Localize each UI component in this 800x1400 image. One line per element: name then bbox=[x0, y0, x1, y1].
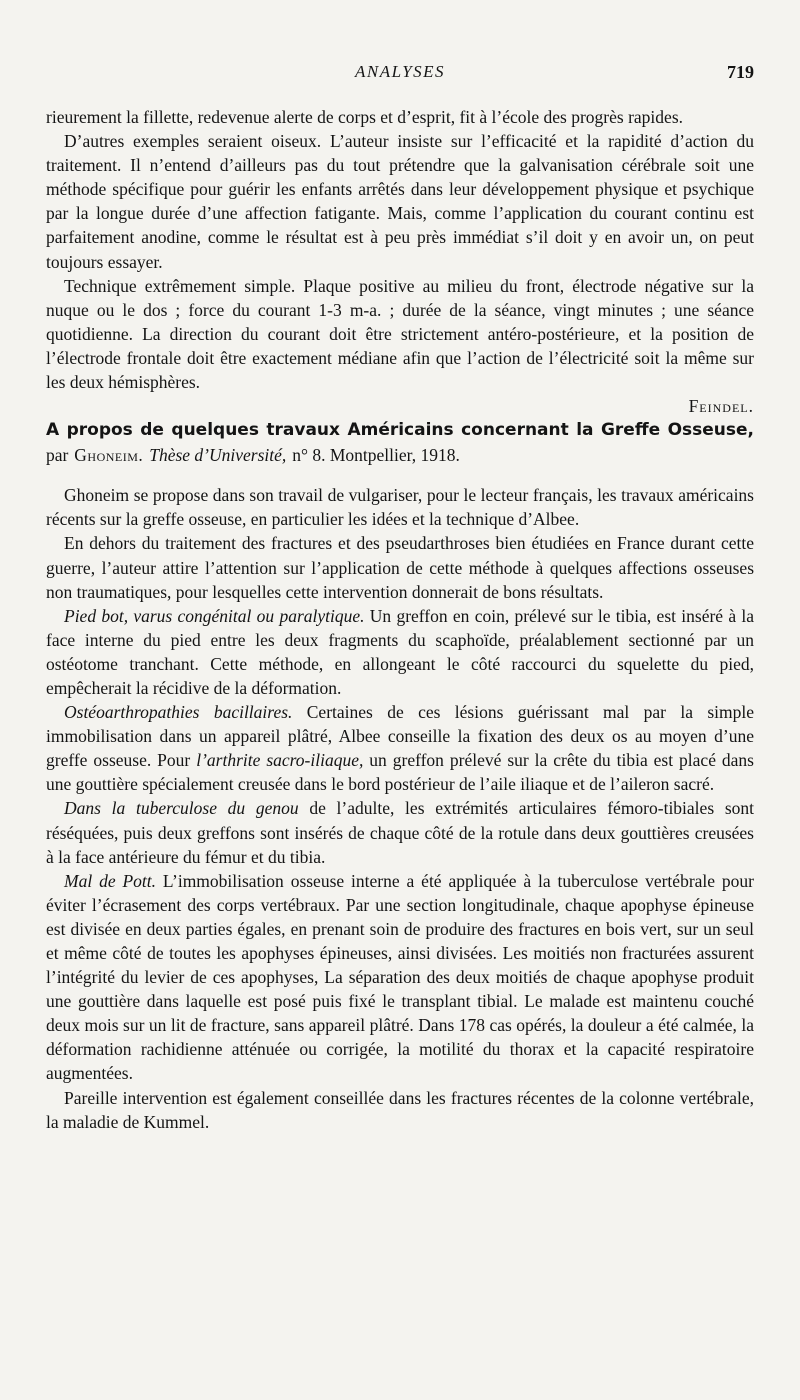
thesis-label: Thèse d’Université, bbox=[149, 445, 287, 466]
paragraph-lead: Dans la tuberculose du genou bbox=[64, 798, 299, 819]
running-head bbox=[46, 62, 754, 86]
paragraph-lead: Mal de Pott. bbox=[64, 870, 157, 891]
running-title: ANALYSES bbox=[354, 62, 446, 81]
paragraph bbox=[46, 869, 754, 1086]
signature: Feindel. bbox=[688, 396, 754, 417]
paragraph bbox=[46, 700, 754, 796]
thesis-details: n° 8. Montpellier, 1918. bbox=[292, 445, 460, 466]
paragraph-body: Certaines de ces lésions guérissant mal par la simple immobilisation dans un appareil plâtré, Albee conseille la fixation des deux os au moyen d’une greffe osseuse. Pour bbox=[46, 702, 754, 771]
paragraph-body: de l’adulte, les extrémités articulaires fémoro-tibiales sont réséquées, puis deux greffons sont insérés de chaque côté de la rotule dans deux gouttières creusées à la face antérieure du fémur et du tibia. bbox=[46, 798, 754, 867]
byline-par: par bbox=[46, 445, 69, 466]
paragraph: rieurement la fillette, redevenue alerte de corps et d’esprit, fit à l’école des progrès rapides. bbox=[46, 107, 683, 127]
author-name: Ghoneim. bbox=[74, 445, 144, 466]
paragraph: En dehors du traitement des fractures et des pseudarthroses bien étudiées en France durant cette guerre, l’auteur attire l’attention sur l’application de cette méthode à quelques affections osseuses non traumatiques, pour lesquelles cette intervention donnerait de bons résultats. bbox=[46, 533, 754, 602]
paragraph: Ghoneim se propose dans son travail de vulgariser, pour le lecteur français, les travaux américains récents sur la greffe osseuse, en particulier les idées et la technique d’Albee. bbox=[46, 485, 754, 530]
paragraph-lead: Ostéoarthropathies bacillaires. bbox=[64, 702, 293, 723]
page-number: 719 bbox=[727, 62, 754, 82]
paragraph-emphasis: l’arthrite sacro-iliaque, bbox=[196, 750, 364, 771]
paragraph: D’autres exemples seraient oiseux. L’auteur insiste sur l’efficacité et la rapidité d’action du traitement. Il n’entend d’ailleurs pas du tout prétendre que la galvanisation cérébrale soit une méthode spécifique pour guérir les enfants arrêtés dans leur développement physique et psychique par la longue durée d’une affection fatigante. Mais, comme l’application du courant continu est parfaitement anodine, comme le résultat est à peu près immédiat s’il doit y en avoir un, on peut toujours essayer. bbox=[46, 131, 754, 272]
paragraph-body: un greffon prélevé sur la crête du tibia est placé dans une gouttière spécialement creusée dans le bord postérieur de l’aile iliaque et de l’aileron sacré. bbox=[46, 750, 754, 795]
spacer bbox=[46, 469, 754, 483]
article-title-text: A propos de quelques travaux Américains concernant la Greffe Osseuse, bbox=[46, 420, 754, 441]
article-title bbox=[46, 418, 754, 469]
body-text bbox=[46, 105, 754, 1134]
paragraph: Technique extrêmement simple. Plaque positive au milieu du front, électrode négative sur la nuque ou le dos ; force du courant 1-3 m-a. ; durée de la séance, vingt minutes ; une séance quotidienne. La direction du courant doit être strictement antéro-postérieure, et la position de l’électrode frontale doit être exactement médiane afin que l’action de l’électricité soit la même sur les deux hémisphères. bbox=[46, 275, 754, 393]
paragraph bbox=[46, 604, 754, 700]
paragraph-body: L’immobilisation osseuse interne a été appliquée à la tuberculose vertébrale pour éviter l’écrasement des corps vertébraux. Par une section longitudinale, chaque apophyse épineuse est divisée en deux parties égales, en prenant soin de produire des fractures en bois vert, sur un seul et même côté de toutes les apophyses épineuses, ainsi divisées. Les moitiés non fracturées assurent l’intégrité du levier de ces apophyses, La séparation des deux moitiés de chaque apophyse produit une gouttière dans laquelle est posé puis fixé le transplant tibial. Le malade est maintenu couché deux mois sur un lit de fracture, sans appareil plâtré. Dans 178 cas opérés, la douleur a été calmée, la déformation rachidienne atténuée ou corrigée, la motilité du thorax et la capacité respiratoire augmentées. bbox=[46, 870, 755, 1084]
paragraph: Pareille intervention est également conseillée dans les fractures récentes de la colonne vertébrale, la maladie de Kummel. bbox=[46, 1087, 754, 1132]
paragraph-body: Un greffon en coin, prélevé sur le tibia, est inséré à la face interne du pied entre les deux fragments du scaphoïde, préalablement sectionné par un ostéotome tranchant. Cette méthode, en allongeant le côté raccourci du squelette du pied, empêcherait la récidive de la déformation. bbox=[46, 605, 755, 698]
paragraph-lead: Pied bot, varus congénital ou paralytique. bbox=[64, 605, 365, 626]
paragraph bbox=[46, 796, 754, 868]
